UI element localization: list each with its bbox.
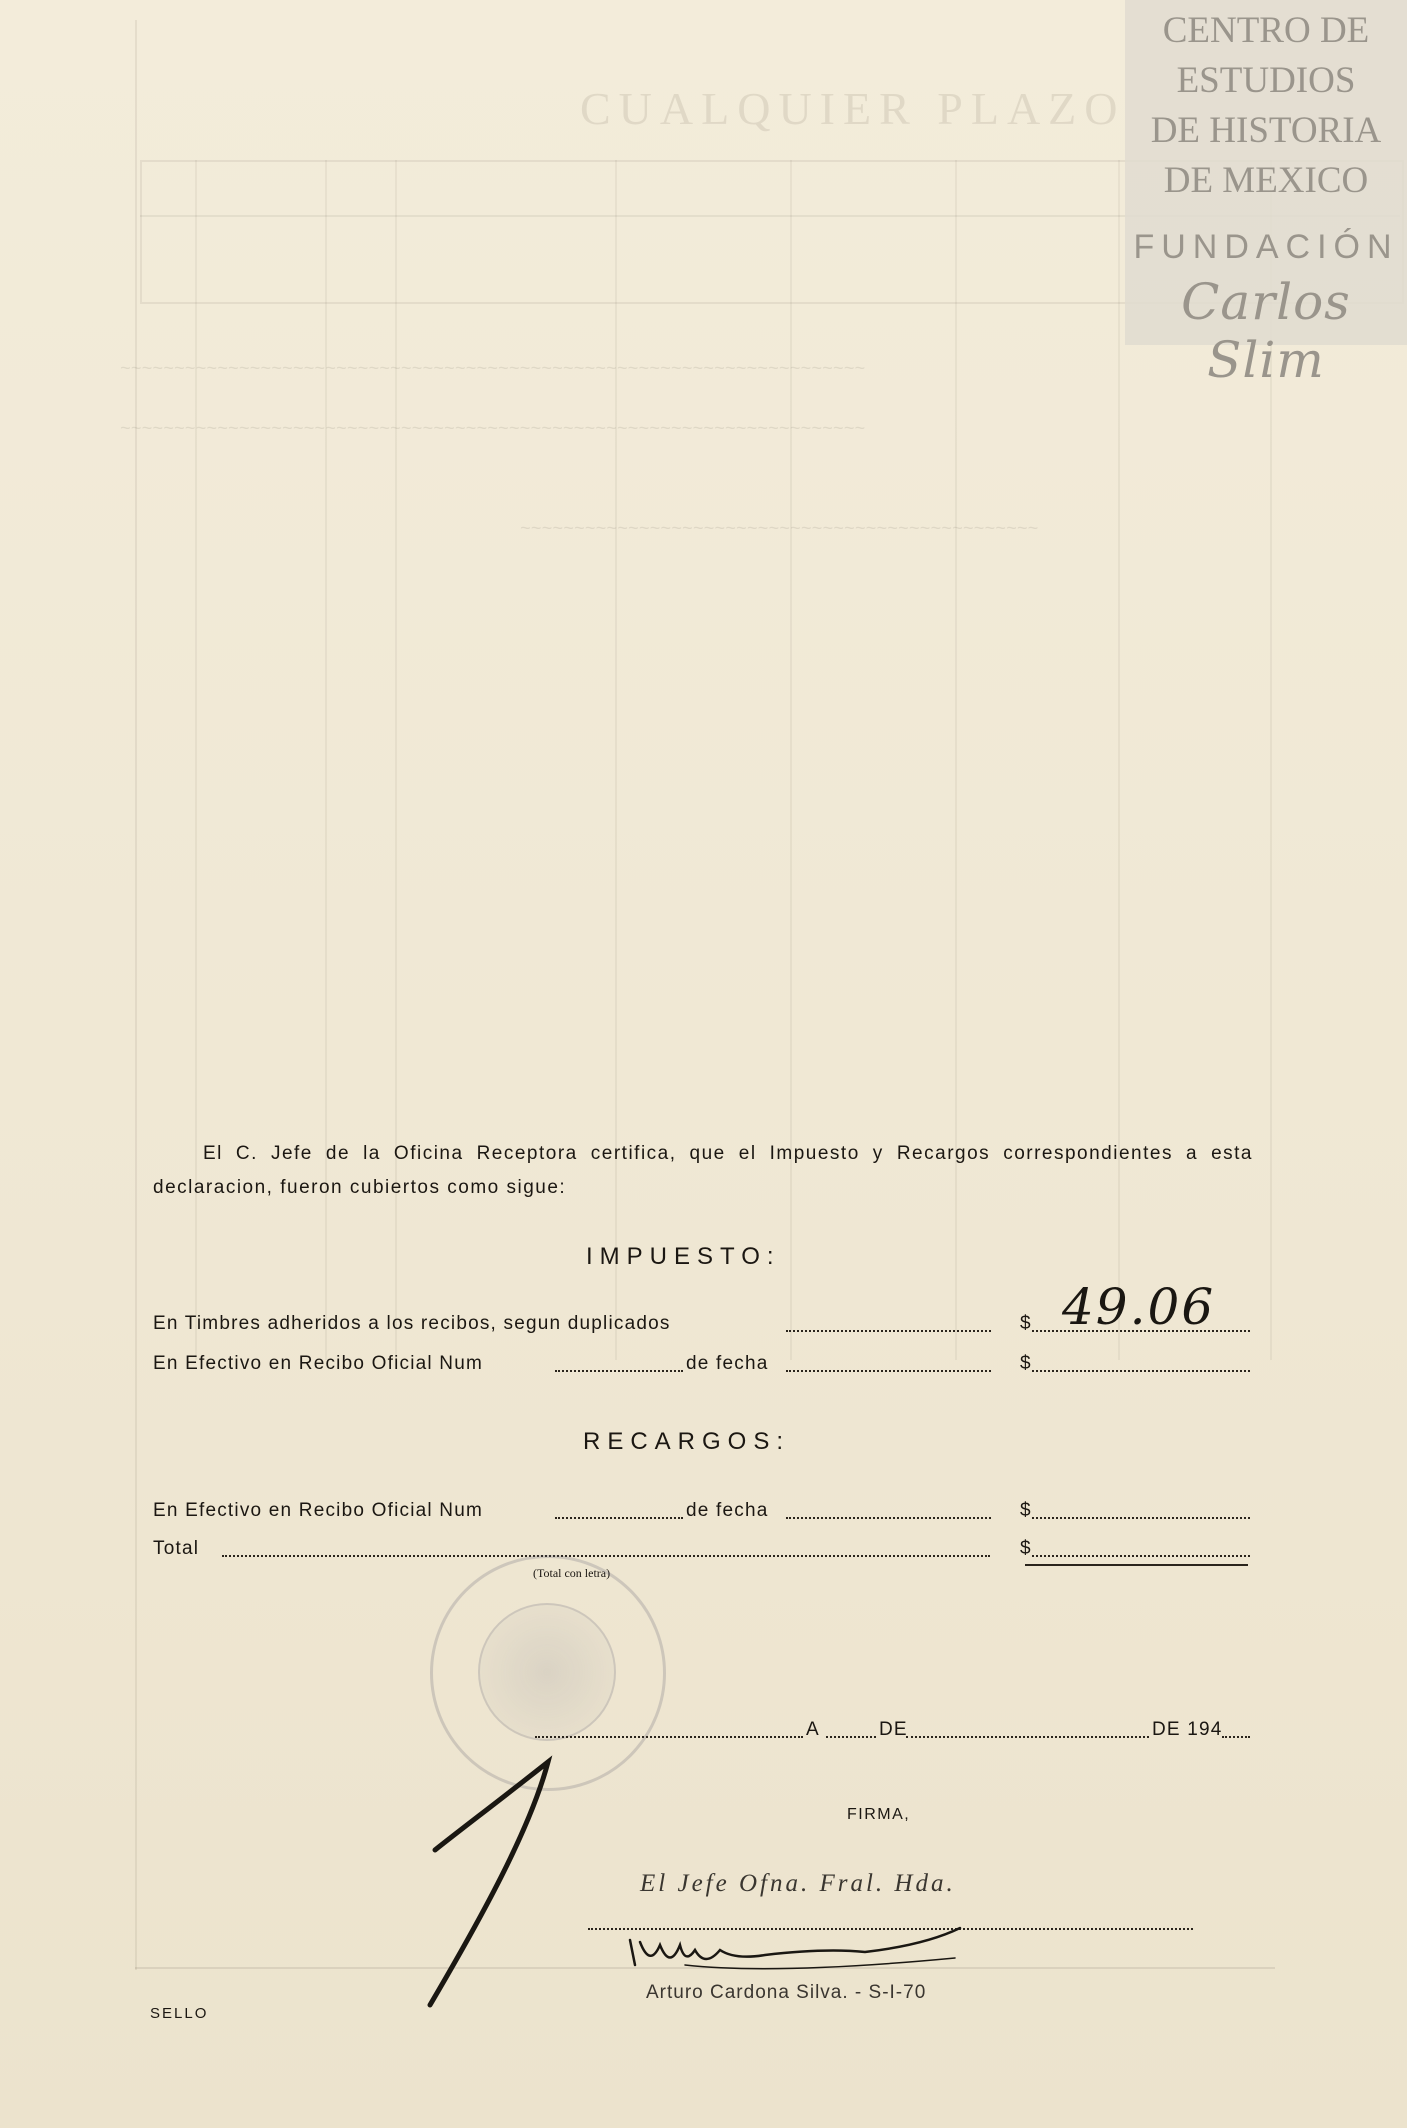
total-label: Total: [153, 1538, 200, 1559]
handwritten-signature: [625, 1920, 985, 1990]
firma-label: FIRMA,: [847, 1806, 911, 1823]
total-amount-dotted-line: [1032, 1555, 1250, 1557]
watermark-line: ESTUDIOS: [1176, 60, 1356, 101]
date-day-line: [826, 1736, 876, 1738]
watermark-line: DE MEXICO: [1163, 160, 1369, 201]
date-month-line: [906, 1736, 1149, 1738]
impuesto-fecha-label: de fecha: [686, 1353, 769, 1374]
timbres-amount: 49.06: [1062, 1278, 1216, 1336]
sello-label: SELLO: [150, 2005, 209, 2022]
recargos-fecha-label: de fecha: [686, 1500, 769, 1521]
total-letra-line: [222, 1555, 990, 1557]
watermark-line: CENTRO DE: [1162, 10, 1370, 51]
watermark-foundation: FUNDACIÓN: [1133, 228, 1399, 266]
recargos-fecha-line: [786, 1517, 991, 1519]
total-underline: [1025, 1564, 1248, 1566]
currency-symbol: $: [1020, 1313, 1031, 1334]
seal-emblem: [478, 1603, 616, 1741]
show-through-heading: CUALQUIER PLAZO: [580, 83, 1126, 134]
currency-symbol: $: [1020, 1353, 1031, 1374]
date-year-label: DE 194: [1152, 1719, 1223, 1740]
handwritten-one-mark: [420, 1750, 570, 2010]
date-place-line: [535, 1736, 803, 1738]
document-page: CUALQUIER PLAZO ~~~~~~~~~~~~~~~~~~~~~~~~~~~~~~~~~~~~~~~~~~~~~~~~~~~~~~~~~~~~~~~~~~~~~ ~~~~~~~~~~~~~~~~~~~~~~~~~~~~~~~~~~~~~~~~~~~~~~~~~~~~~~~~~~~~~~~~~~~~~ ~~~~~~~~~~~~~~~~~~~~~~~~~~~~~~~~~~~~~~~~~~~~~~~~ CENTRO DE ESTUDIOS DE HISTORIA DE MEXICO FUNDACIÓN Carlos Slim El C. Jefe de la Oficina Receptora certifica, que el Impuesto y Recargos correspondientes a esta declaracion, fueron cubiertos como sigue: IMPUESTO: En Timbres adheridos a los recibos, segun duplicados $ 49.06 En Efectivo en Recibo Oficial Num de fecha $ RECARGOS: En Efectivo en Recibo Oficial Num de fecha $ Total (Total con letra) $ A DE DE 194 FIRMA, El Jefe Ofna. Fral. Hda. Arturo Cardona Silva. - S-I-70 SELLO: [0, 0, 1407, 2128]
timbres-dotted-line: [786, 1330, 991, 1332]
date-de-label: DE: [879, 1719, 908, 1740]
date-a-label: A: [806, 1719, 820, 1740]
date-year-line: [1222, 1736, 1250, 1738]
impuesto-fecha-line: [786, 1370, 991, 1372]
jefe-stamp-text: El Jefe Ofna. Fral. Hda.: [640, 1870, 956, 1897]
recargos-num-line: [555, 1517, 683, 1519]
recargos-amount-line: [1032, 1517, 1250, 1519]
impuesto-num-line: [555, 1370, 683, 1372]
impuesto-heading: IMPUESTO:: [586, 1243, 781, 1270]
archive-watermark-logo: [1125, 0, 1407, 389]
watermark-line: DE HISTORIA: [1150, 110, 1382, 151]
certification-text: El C. Jefe de la Oficina Receptora certifica, que el Impuesto y Recargos correspondientes a esta declaracion, fueron cubiertos como sigue:: [153, 1143, 1253, 1198]
total-con-letra-caption: (Total con letra): [533, 1566, 611, 1580]
recargos-efectivo-label: En Efectivo en Recibo Oficial Num: [153, 1500, 483, 1521]
certification-paragraph: [153, 1137, 1253, 1205]
watermark-signature: Carlos Slim: [1181, 273, 1351, 389]
timbres-label: En Timbres adheridos a los recibos, segun duplicados: [153, 1313, 671, 1334]
recargos-heading: RECARGOS:: [583, 1428, 791, 1455]
currency-symbol: $: [1020, 1538, 1031, 1559]
currency-symbol: $: [1020, 1500, 1031, 1521]
signatory-name: Arturo Cardona Silva. - S-I-70: [646, 1982, 927, 2003]
impuesto-efectivo-amount-line: [1032, 1370, 1250, 1372]
impuesto-efectivo-label: En Efectivo en Recibo Oficial Num: [153, 1353, 483, 1374]
